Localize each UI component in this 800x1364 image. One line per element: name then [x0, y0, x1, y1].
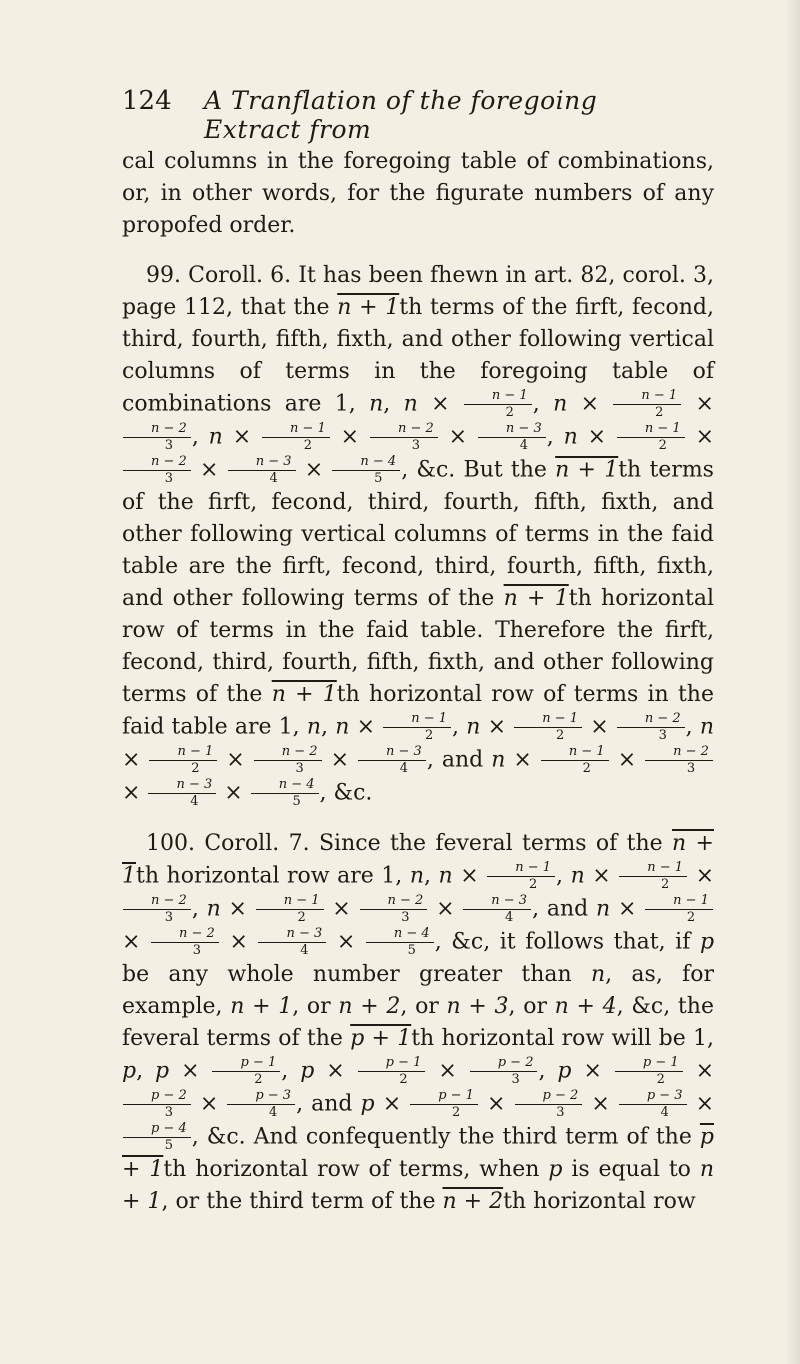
text-fragment: ×: [229, 929, 248, 955]
text-fragment: th terms of the firft, fecond, third, fourth, fifth, fixth, and other following vertical columns of terms in the faid table are the firft, fecond, third, fourth, fifth, fixth, and other following terms of the: [122, 457, 714, 611]
math-variable: p: [360, 1091, 375, 1117]
math-variable: p + 1: [122, 1124, 714, 1182]
math-variable: n + 1: [122, 831, 714, 889]
math-variable: n: [409, 863, 425, 889]
text-fragment: row: [653, 1189, 696, 1214]
text-fragment: 99. Coroll. 6. It has been fhewn in art. 82, corol. 3, page 112, that the: [122, 263, 714, 320]
math-variable: p: [699, 929, 715, 955]
fraction-numerator: p − 1: [212, 1055, 280, 1072]
fraction: [463, 893, 531, 926]
fraction: [478, 421, 546, 454]
fraction-denominator: 2: [661, 877, 670, 892]
fraction-numerator: n − 1: [541, 744, 609, 761]
text-fragment: ×: [382, 1091, 402, 1117]
fraction: [254, 744, 322, 777]
fraction-denominator: 4: [519, 438, 528, 453]
fraction-numerator: n − 3: [478, 421, 546, 438]
fraction: [358, 744, 426, 777]
fraction-numerator: n − 2: [645, 744, 713, 761]
fraction-denominator: 2: [528, 877, 538, 892]
fraction-denominator: 3: [658, 728, 667, 743]
fraction-denominator: 5: [374, 471, 383, 486]
fraction: [383, 711, 451, 744]
math-variable: n: [563, 424, 578, 450]
page-number: 124: [122, 86, 172, 116]
text-fragment: ×: [228, 896, 247, 922]
fraction-denominator: 4: [269, 471, 278, 486]
text-fragment: ×: [487, 1091, 506, 1117]
text-fragment: ×: [326, 1058, 345, 1084]
fraction: [541, 744, 609, 777]
fraction: [258, 926, 326, 959]
text-fragment: th horizontal row of terms in the faid table are 1,: [122, 682, 714, 740]
text-fragment: th horizontal row will be 1,: [411, 1026, 714, 1051]
text-fragment: ×: [580, 391, 600, 417]
fraction-numerator: n − 3: [358, 744, 426, 761]
math-variable: n: [491, 747, 506, 773]
text-fragment: ×: [336, 929, 356, 955]
math-variable: n: [699, 714, 714, 740]
text-fragment: ×: [695, 1058, 714, 1084]
fraction-numerator: p − 2: [123, 1088, 191, 1105]
text-fragment: ×: [200, 457, 219, 483]
fraction: [360, 893, 428, 926]
text-fragment: th horizontal row of terms, when: [163, 1157, 540, 1182]
fraction: [148, 777, 216, 810]
math-variable: n: [553, 391, 568, 417]
text-fragment: th horizontal row are 1,: [136, 863, 403, 889]
fraction-denominator: 3: [164, 438, 174, 453]
fraction-numerator: n − 1: [256, 893, 324, 910]
text-fragment: ×: [487, 714, 506, 740]
fraction-denominator: 4: [190, 794, 199, 809]
math-variable: n: [596, 896, 611, 922]
fraction-numerator: n − 2: [360, 893, 428, 910]
fraction-numerator: n − 1: [487, 860, 555, 877]
text-fragment: ×: [587, 424, 607, 450]
fraction-numerator: p − 4: [123, 1121, 191, 1138]
text-fragment: &c.: [333, 780, 373, 806]
fraction-numerator: n − 1: [645, 893, 713, 910]
paragraph-continuation: cal columns in the foregoing table of combinations, or, in other words, for the figurate numbers of any propofed order.: [122, 149, 714, 238]
text-fragment: ×: [592, 863, 611, 889]
text-fragment: ×: [460, 863, 479, 889]
fraction-numerator: n − 1: [464, 388, 532, 405]
fraction: [262, 421, 330, 454]
fraction-denominator: 4: [399, 761, 409, 776]
fraction-denominator: 3: [192, 943, 202, 958]
fraction: [151, 926, 219, 959]
math-variable: n + 2: [338, 994, 401, 1019]
text-fragment: &c. And confequently the third term of the: [206, 1124, 692, 1150]
fraction-numerator: n − 2: [123, 454, 191, 471]
text-fragment: th horizontal: [503, 1189, 647, 1214]
math-variable: n: [570, 863, 585, 889]
fraction-numerator: n − 2: [123, 893, 191, 910]
fraction-denominator: 2: [658, 438, 667, 453]
text-fragment: &c, the feveral terms of the: [122, 994, 714, 1051]
fraction-denominator: 3: [164, 910, 174, 925]
fraction: [370, 421, 438, 454]
fraction: [645, 744, 713, 777]
fraction-denominator: 2: [686, 910, 696, 925]
fraction: [645, 893, 713, 926]
math-variable: p + 1: [350, 1026, 412, 1051]
text-fragment: ×: [438, 1058, 457, 1084]
fraction-denominator: 3: [411, 438, 420, 453]
fraction: [358, 1055, 426, 1088]
fraction-denominator: 2: [656, 1072, 665, 1087]
text-fragment: ×: [695, 391, 714, 417]
fraction: [212, 1055, 280, 1088]
fraction: [615, 1055, 683, 1088]
fraction-denominator: 5: [292, 794, 301, 809]
fraction-denominator: 2: [505, 405, 514, 420]
fraction-denominator: 2: [191, 761, 200, 776]
fraction-numerator: p − 3: [227, 1088, 295, 1105]
fraction-denominator: 3: [164, 1105, 174, 1120]
running-header: [122, 86, 702, 144]
math-variable: n + 1: [271, 682, 337, 707]
math-variable: n: [208, 424, 223, 450]
math-variable: n: [466, 714, 481, 740]
math-variable: n + 1: [122, 1157, 714, 1214]
running-title: A Tranflation of the foregoing Extract from: [204, 86, 598, 144]
fraction-numerator: n − 4: [332, 454, 400, 471]
math-variable: n + 1: [503, 586, 569, 611]
fraction: [515, 1088, 583, 1121]
fraction-numerator: n − 2: [123, 421, 191, 438]
math-variable: n + 1: [337, 295, 400, 320]
fraction-denominator: 3: [164, 471, 174, 486]
math-variable: p: [300, 1058, 315, 1084]
fraction: [487, 860, 555, 893]
fraction: [123, 893, 191, 926]
text-fragment: ×: [181, 1058, 200, 1084]
text-fragment: th horizontal row of terms in the faid table. Therefore the firft, fecond, third, fourth, fifth, fixth, and other following terms of the: [122, 586, 714, 707]
text-fragment: ×: [583, 1058, 602, 1084]
fraction-numerator: n − 1: [383, 711, 451, 728]
fraction: [617, 421, 685, 454]
math-variable: n: [335, 714, 350, 740]
paragraph-99: 99. Coroll. 6. It has been fhewn in art. 82, corol. 3, page 112, that the n + 1th terms of the firft, fecond, third, fourth, fifth, fixth, and other following vertical columns of terms in the foregoing table of combinations are 1, n, n × $\frac{n - 1}{2}$ , n × $\frac{n - 1}{2}$ × $\frac{n - 2}{3}$ , n × $\frac{n - 1}{2}$ × $\frac{n - 2}{3}$ × $\frac{n - 3}{4}$ , n × $\frac{n - 1}{2}$ × $\frac{n - 2}{3}$ × $\frac{n - 3}{4}$ × $\frac{n - 4}{5}$ , &c. But the n + 1th terms of the firft, fecond, third, fourth, fifth, fixth, and other following vertical columns of terms in the faid table are the firft, fecond, third, fourth, fifth, fixth, and other following terms of the n + 1th horizontal row of terms in the faid table. Therefore the firft, fecond, third, fourth, fifth, fixth, and other following terms of the n + 1th horizontal row of terms in the faid table are 1, n, n × $\frac{n - 1}{2}$ , n × $\frac{n - 1}{2}$ × $\frac{n - 2}{3}$ , n × $\frac{n - 1}{2}$ × $\frac{n - 2}{3}$ × $\frac{n - 3}{4}$ , and n × $\frac{n - 1}{2}$ × $\frac{n - 2}{3}$ × $\frac{n - 3}{4}$ × $\frac{n - 4}{5}$ , &c.: [122, 263, 715, 809]
fraction-denominator: 2: [424, 728, 434, 743]
fraction-denominator: 3: [686, 761, 696, 776]
fraction-numerator: p − 1: [615, 1055, 683, 1072]
fraction: [619, 860, 687, 893]
page-body: [122, 146, 714, 1218]
math-variable: n: [590, 962, 606, 987]
fraction-denominator: 4: [660, 1105, 669, 1120]
text-fragment: and: [546, 896, 589, 922]
fraction: [256, 893, 324, 926]
text-fragment: or: [523, 994, 547, 1019]
text-fragment: ×: [617, 747, 637, 773]
math-variable: n: [206, 896, 221, 922]
fraction: [123, 1088, 191, 1121]
math-variable: n: [369, 391, 384, 417]
text-fragment: ×: [122, 929, 141, 955]
fraction: [149, 744, 217, 777]
math-variable: p: [122, 1058, 137, 1084]
math-variable: n: [438, 863, 453, 889]
text-fragment: ×: [695, 863, 715, 889]
math-variable: p: [557, 1058, 572, 1084]
fraction: [228, 454, 296, 487]
math-variable: n + 4: [554, 994, 617, 1019]
text-fragment: ×: [695, 424, 715, 450]
math-variable: n: [403, 391, 418, 417]
text-fragment: &c, it follows that, if: [451, 929, 691, 955]
text-fragment: ×: [199, 1091, 219, 1117]
text-fragment: ×: [617, 896, 637, 922]
fraction: [227, 1088, 295, 1121]
fraction: [613, 388, 681, 421]
fraction-numerator: n − 2: [254, 744, 322, 761]
math-variable: p: [155, 1058, 170, 1084]
fraction-numerator: n − 4: [366, 926, 434, 943]
fraction-denominator: 4: [269, 1105, 278, 1120]
page-edge-shadow: [786, 0, 800, 1364]
fraction-denominator: 2: [582, 761, 591, 776]
fraction-denominator: 3: [511, 1072, 520, 1087]
text-fragment: ×: [431, 391, 450, 417]
fraction-denominator: 2: [254, 1072, 263, 1087]
fraction-numerator: n − 1: [619, 860, 687, 877]
fraction: [617, 711, 685, 744]
fraction-denominator: 2: [655, 405, 664, 420]
math-variable: n + 1: [230, 994, 293, 1019]
text-fragment: ×: [330, 747, 349, 773]
fraction: [123, 421, 191, 454]
fraction-numerator: n − 1: [149, 744, 217, 761]
fraction-denominator: 3: [556, 1105, 565, 1120]
fraction-denominator: 5: [164, 1138, 174, 1153]
fraction-numerator: n − 2: [617, 711, 685, 728]
text-fragment: ×: [590, 714, 609, 740]
fraction-numerator: n − 4: [251, 777, 319, 794]
fraction: [514, 711, 582, 744]
fraction-denominator: 5: [407, 943, 416, 958]
fraction-denominator: 2: [399, 1072, 408, 1087]
text-fragment: ×: [224, 780, 243, 806]
text-fragment: ×: [226, 747, 245, 773]
text-fragment: ×: [340, 424, 360, 450]
fraction-numerator: p − 2: [515, 1088, 583, 1105]
text-fragment: th terms of the firft, fecond, third, fourth, fifth, fixth, and other following vertical columns of terms in the foregoing table of combinations are 1,: [122, 295, 714, 417]
text-fragment: as, for example,: [122, 962, 714, 1019]
fraction-numerator: n − 3: [228, 454, 296, 471]
text-fragment: 100. Coroll. 7. Since the feveral terms of the: [146, 831, 663, 856]
fraction-denominator: 4: [505, 910, 514, 925]
fraction: [123, 454, 191, 487]
fraction: [464, 388, 532, 421]
fraction: [123, 1121, 191, 1154]
math-variable: n: [306, 714, 322, 740]
fraction-denominator: 4: [300, 943, 309, 958]
text-fragment: be any whole number greater than: [122, 962, 572, 987]
fraction-numerator: n − 2: [370, 421, 438, 438]
fraction-numerator: n − 1: [613, 388, 681, 405]
fraction-numerator: n − 3: [258, 926, 326, 943]
text-fragment: ×: [695, 1091, 715, 1117]
fraction: [619, 1088, 687, 1121]
fraction: [470, 1055, 538, 1088]
text-fragment: and: [311, 1091, 353, 1117]
fraction-denominator: 2: [303, 438, 313, 453]
text-fragment: ×: [332, 896, 351, 922]
math-variable: p: [548, 1157, 563, 1182]
text-fragment: or the third term of the: [175, 1189, 436, 1214]
text-fragment: ×: [122, 747, 141, 773]
math-variable: n + 3: [446, 994, 509, 1019]
fraction-numerator: p − 3: [619, 1088, 687, 1105]
fraction-numerator: n − 1: [514, 711, 582, 728]
text-fragment: ×: [513, 747, 532, 773]
fraction-numerator: n − 1: [617, 421, 685, 438]
text-fragment: is equal to: [571, 1157, 691, 1182]
math-variable: n + 1: [555, 457, 619, 483]
fraction: [366, 926, 434, 959]
text-fragment: ×: [232, 424, 252, 450]
text-fragment: ×: [356, 714, 376, 740]
fraction-numerator: n − 3: [463, 893, 531, 910]
fraction-numerator: n − 3: [148, 777, 216, 794]
fraction-denominator: 2: [555, 728, 565, 743]
fraction: [332, 454, 400, 487]
math-variable: n + 2: [442, 1189, 504, 1214]
text-fragment: ×: [448, 424, 468, 450]
text-fragment: ×: [122, 780, 141, 806]
text-fragment: &c. But the: [416, 457, 547, 483]
fraction-numerator: n − 2: [151, 926, 219, 943]
fraction-numerator: p − 2: [470, 1055, 538, 1072]
fraction: [410, 1088, 478, 1121]
fraction-denominator: 2: [297, 910, 306, 925]
text-fragment: or: [306, 994, 331, 1019]
fraction-numerator: p − 1: [358, 1055, 426, 1072]
fraction-denominator: 2: [451, 1105, 461, 1120]
fraction-denominator: 3: [401, 910, 410, 925]
paragraph-100: 100. Coroll. 7. Since the feveral terms of the n + 1th horizontal row are 1, n, n × $\frac{n - 1}{2}$ , n × $\frac{n - 1}{2}$ × $\frac{n - 2}{3}$ , n × $\frac{n - 1}{2}$ × $\frac{n - 2}{3}$ × $\frac{n - 3}{4}$ , and n × $\frac{n - 1}{2}$ × $\frac{n - 2}{3}$ × $\frac{n - 3}{4}$ × $\frac{n - 4}{5}$ , &c, it follows that, if p be any whole number greater than n, as, for example, n + 1, or n + 2, or n + 3, or n + 4, &c, the feveral terms of the p + 1th horizontal row will be 1, p, p × $\frac{p - 1}{2}$ , p × $\frac{p - 1}{2}$ × $\frac{p - 2}{3}$ , p × $\frac{p - 1}{2}$ × $\frac{p - 2}{3}$ × $\frac{p - 3}{4}$ , and p × $\frac{p - 1}{2}$ × $\frac{p - 2}{3}$ × $\frac{p - 3}{4}$ × $\frac{p - 4}{5}$ , &c. And confequently the third term of the p + 1th horizontal row of terms, when p is equal to n + 1, or the third term of the n + 2th horizontal row: [122, 831, 715, 1214]
text-fragment: ×: [304, 457, 324, 483]
fraction-denominator: 3: [295, 761, 304, 776]
fraction: [251, 777, 319, 810]
fraction-numerator: n − 1: [262, 421, 330, 438]
text-fragment: ×: [436, 896, 455, 922]
text-fragment: or: [415, 994, 439, 1019]
text-fragment: and: [441, 747, 484, 773]
text-fragment: ×: [591, 1091, 610, 1117]
fraction-numerator: p − 1: [410, 1088, 478, 1105]
